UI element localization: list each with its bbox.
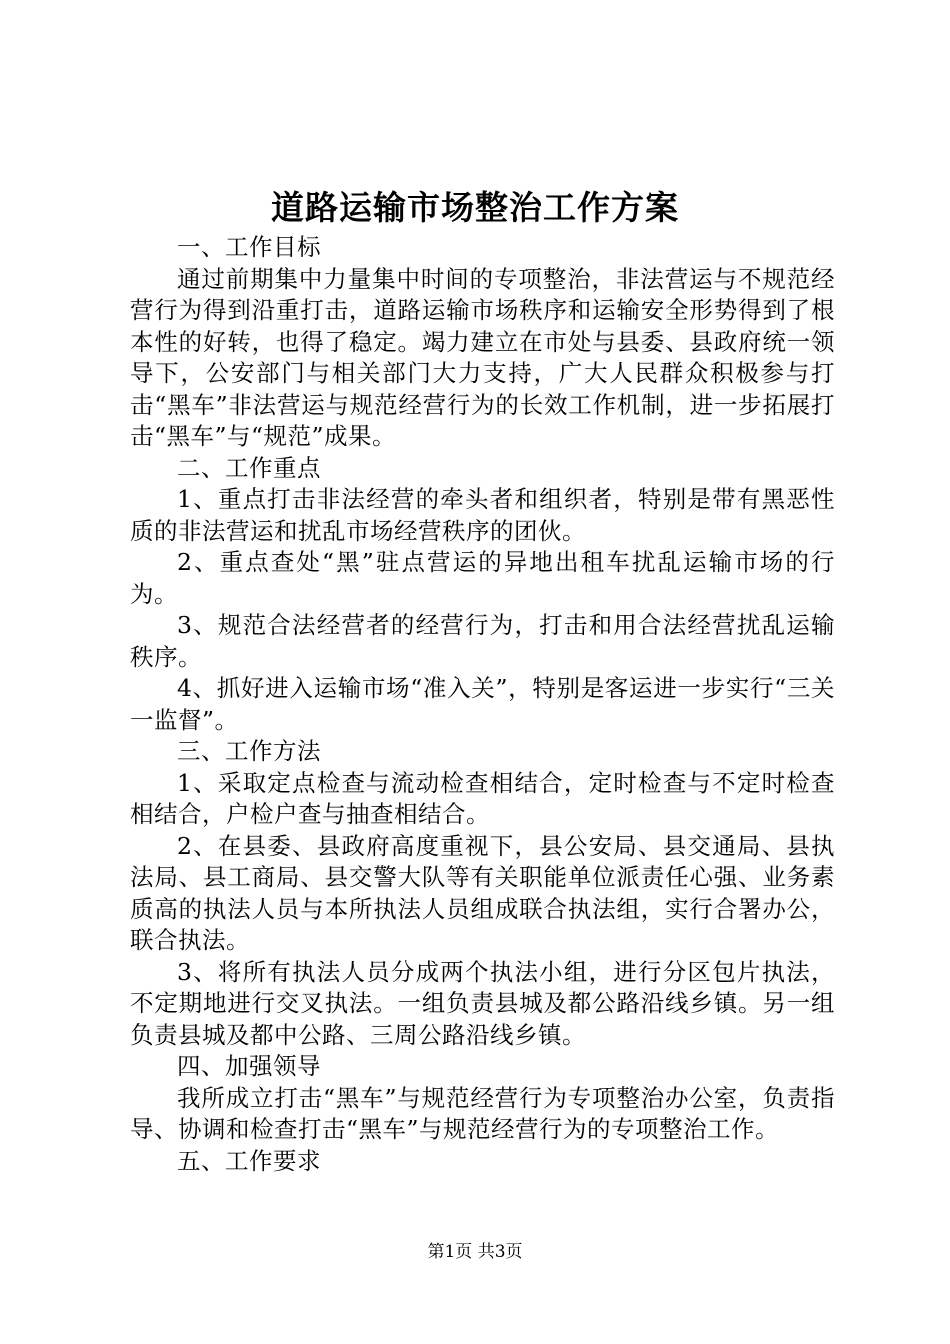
- paragraph-focus-3: 3、规范合法经营者的经营行为，打击和用合法经营扰乱运输秩序。: [130, 611, 835, 671]
- paragraph-focus-1: 1、重点打击非法经营的牵头者和组织者，特别是带有黑恶性质的非法营运和扰乱市场经营秩序的团伙。: [130, 485, 835, 545]
- paragraph-method-2: 2、在县委、县政府高度重视下，县公安局、县交通局、县执法局、县工商局、县交警大队等有关职能单位派责任心强、业务素质高的执法人员与本所执法人员组成联合执法组，实行合署办公，联合执法。: [130, 831, 835, 954]
- paragraph-method-3: 3、将所有执法人员分成两个执法小组，进行分区包片执法，不定期地进行交叉执法。一组负责县城及都公路沿线乡镇。另一组负责县城及都中公路、三周公路沿线乡镇。: [130, 957, 835, 1049]
- section-heading-1: 一、工作目标: [177, 233, 321, 261]
- paragraph-focus-2: 2、重点查处“黑”驻点营运的异地出租车扰乱运输市场的行为。: [130, 548, 835, 608]
- page-number: 第1页 共3页: [427, 1242, 523, 1262]
- paragraph-goal: 通过前期集中力量集中时间的专项整治，非法营运与不规范经营行为得到沿重打击，道路运输市场秩序和运输安全形势得到了根本性的好转，也得了稳定。竭力建立在市处与县委、县政府统一领导下，公安部门与相关部门大力支持，广大人民群众积极参与打击“黑车”非法营运与规范经营行为的长效工作机制，进一步拓展打击“黑车”与“规范”成果。: [130, 264, 835, 450]
- paragraph-method-1: 1、采取定点检查与流动检查相结合，定时检查与不定时检查相结合，户检户查与抽查相结合。: [130, 768, 835, 828]
- paragraph-focus-4: 4、抓好进入运输市场“准入关”，特别是客运进一步实行“三关一监督”。: [130, 674, 835, 734]
- document-title: 道路运输市场整治工作方案: [271, 188, 679, 227]
- section-heading-5: 五、工作要求: [177, 1146, 321, 1175]
- section-heading-2: 二、工作重点: [177, 453, 321, 482]
- section-heading-4: 四、加强领导: [177, 1052, 321, 1080]
- section-heading-3: 三、工作方法: [177, 737, 321, 765]
- document-body: [130, 232, 835, 1177]
- paragraph-leadership: 我所成立打击“黑车”与规范经营行为专项整治办公室，负责指导、协调和检查打击“黑车”与规范经营行为的专项整治工作。: [130, 1083, 835, 1143]
